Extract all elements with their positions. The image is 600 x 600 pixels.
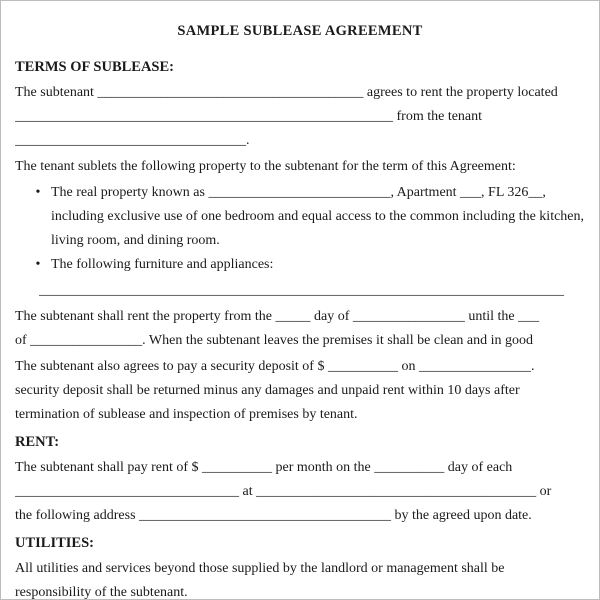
paragraph-line: All utilities and services beyond those supplied by the landlord or management shall be [15,561,505,576]
paragraph-line: _________________________________. [15,133,250,148]
section-heading-utilities: UTILITIES: [15,535,94,551]
paragraph-line: ________________________________ at ________________________________________ or [15,484,552,499]
paragraph-line: responsibility of the subtenant. [15,585,188,600]
utilities-paragraph-1 [15,557,585,600]
bullet-icon: • [35,257,41,272]
furniture-blank-line [15,279,585,303]
paragraph-line: termination of sublease and inspection of premises by tenant. [15,407,358,422]
blank-fill-line: ___________________________________________________________________________ [39,283,564,298]
bullet-text-furniture: The following furniture and appliances: [51,257,274,272]
document-title: SAMPLE SUBLEASE AGREEMENT [177,23,423,39]
terms-paragraph-3 [15,305,585,353]
section-heading-rent: RENT: [15,434,60,450]
paragraph-line: The subtenant ______________________________________ agrees to rent the property located [15,85,558,100]
terms-paragraph-1 [15,81,585,153]
paragraph-line: of ________________. When the subtenant leaves the premises it shall be clean and in good [15,333,534,348]
property-bullet-list [15,181,585,277]
terms-paragraph-2 [15,155,585,179]
list-item [25,253,585,277]
terms-paragraph-4 [15,355,585,427]
paragraph-line: The subtenant also agrees to pay a security deposit of $ __________ on ________________. [15,359,535,374]
paragraph-line: The subtenant shall pay rent of $ __________ per month on the __________ day of each [15,460,513,475]
paragraph-line: The subtenant shall rent the property from the _____ day of ________________ until the ___ [15,309,540,324]
list-item [25,181,585,253]
bullet-icon: • [35,185,41,200]
rent-paragraph-1 [15,456,585,528]
section-heading-terms: TERMS OF SUBLEASE: [15,59,174,75]
paragraph-line: ______________________________________________________ from the tenant [15,109,483,124]
paragraph-line: the following address ____________________________________ by the agreed upon date. [15,508,532,523]
paragraph-line: security deposit shall be returned minus any damages and unpaid rent within 10 days after [15,383,520,398]
bullet-text-real-property: The real property known as __________________________, Apartment ___, FL 326__, including exclusive use of one bedroom and equal access to the common including the kitchen, living room, and dining room. [51,185,585,248]
paragraph-line: The tenant sublets the following property to the subtenant for the term of this Agreement: [15,159,516,174]
